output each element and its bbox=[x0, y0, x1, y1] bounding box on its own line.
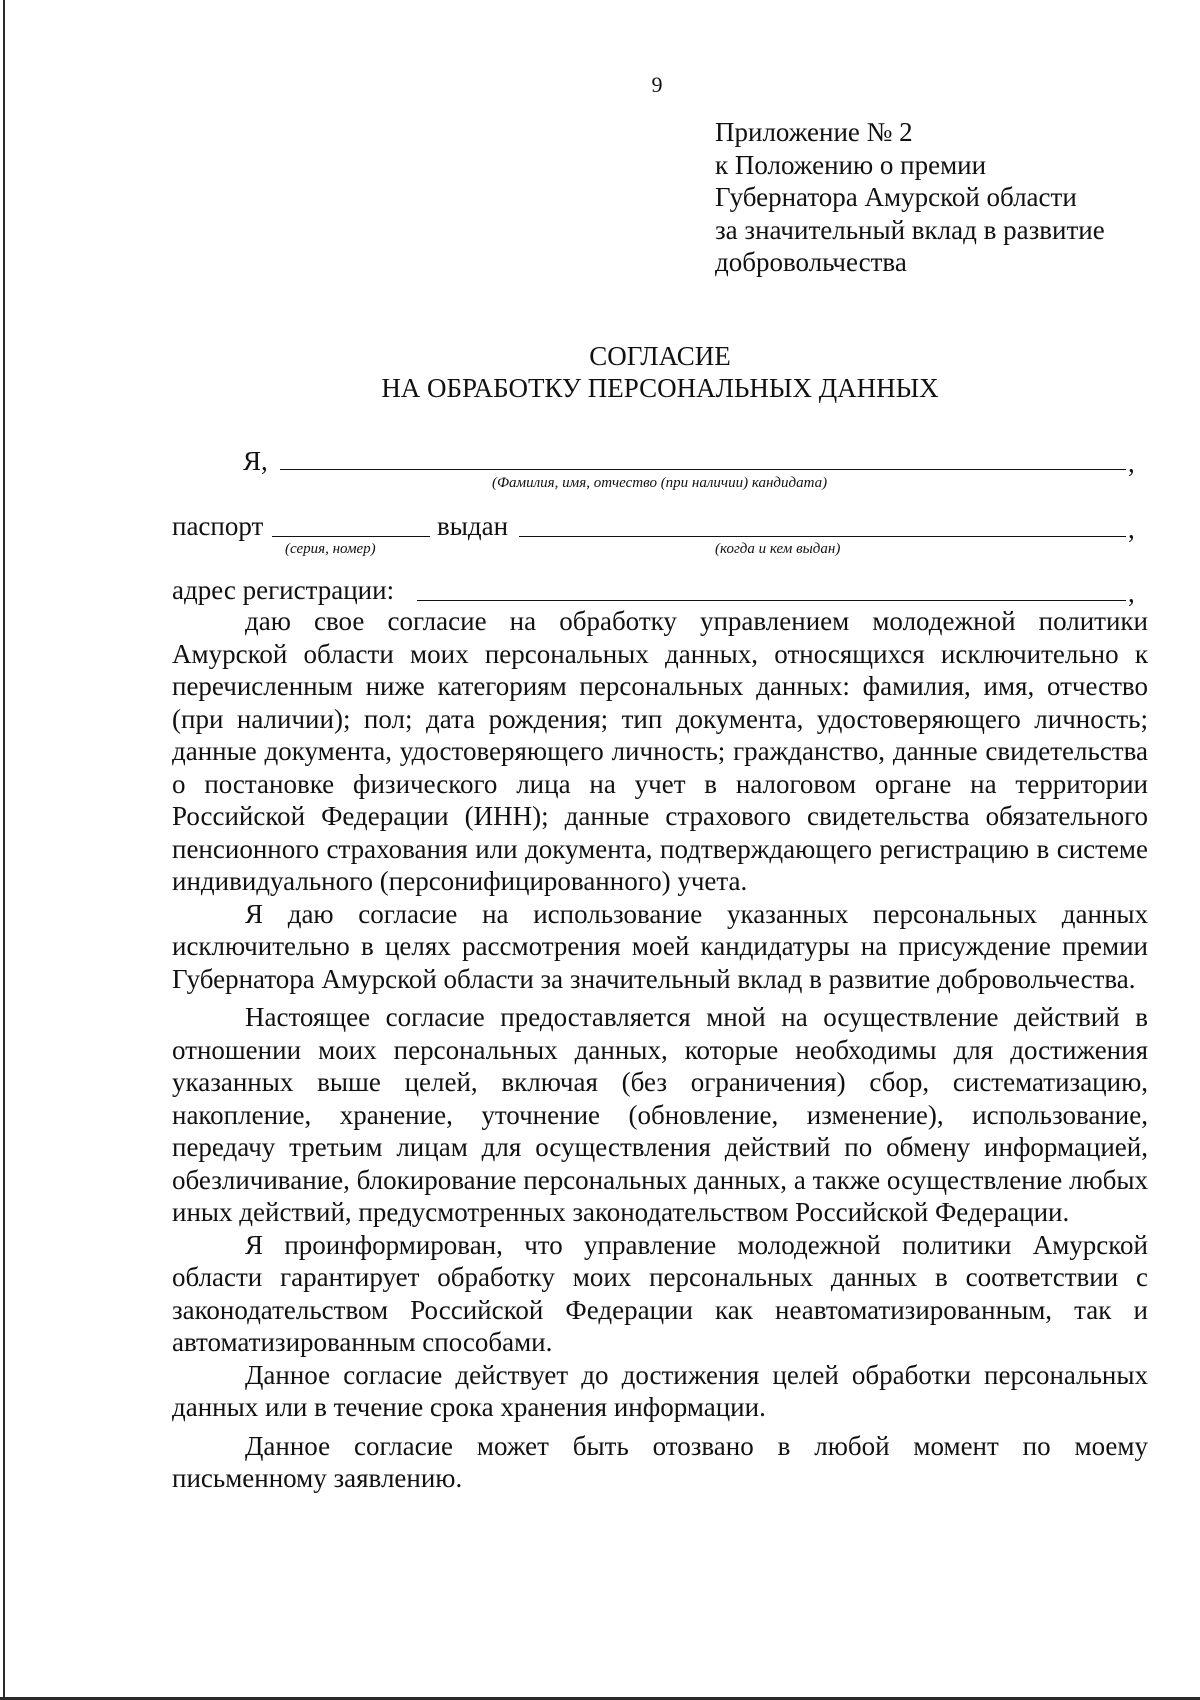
passport-hint: (серия, номер) bbox=[285, 541, 376, 557]
name-comma: , bbox=[1128, 448, 1135, 478]
appendix-line: за значительный вклад в развитие bbox=[715, 214, 1105, 245]
address-comma: , bbox=[1128, 578, 1135, 608]
page-number: 9 bbox=[651, 72, 663, 97]
address-field-line[interactable] bbox=[417, 600, 1126, 601]
issued-label: выдан bbox=[437, 511, 509, 541]
passport-label: паспорт bbox=[172, 511, 264, 541]
paragraph-consent-categories: даю свое согласие на обработку управлением молодежной политики Амурской области моих персональных данных, относящихся исключительно к перечисленным ниже категориям персональных данных: фамилия, имя, отчество (при наличии); пол; дата рождения; тип документа, удостоверяющего личность; данные документа, удостоверяющего личность; гражданство, данные свидетельства о постановке физического лица на учет в налоговом органе на территории Российской Федерации (ИНН); данные страхового свидетельства обязательного пенсионного страхования или документа, подтверждающего регистрацию в системе индивидуального (персонифицированного) учета. bbox=[172, 606, 1148, 896]
name-hint: (Фамилия, имя, отчество (при наличии) кандидата) bbox=[492, 475, 828, 491]
issued-field-line[interactable] bbox=[519, 536, 1126, 537]
paragraph-guarantee: Я проинформирован, что управление молодежной политики Амурской области гарантирует обработку моих персональных данных в соответствии с законодательством Российской Федерации как неавтоматизированным, так и автоматизированным способами. bbox=[172, 1229, 1148, 1357]
consent-body bbox=[172, 605, 1148, 1495]
paragraph-actions: Настоящее согласие предоставляется мной на осуществление действий в отношении моих персональных данных, которые необходимы для достижения указанных выше целей, включая (без ограничения) сбор, систематизацию, накопление, хранение, уточнение (обновление, изменение), использование, передачу третьим лицам для осуществления действий по обмену информацией, обезличивание, блокирование персональных данных, а также осуществление любых иных действий, предусмотренных законодательством Российской Федерации. bbox=[172, 1002, 1148, 1227]
appendix-block bbox=[715, 116, 1155, 279]
appendix-line: Губернатора Амурской области bbox=[715, 182, 1077, 212]
name-label: Я, bbox=[243, 446, 268, 476]
appendix-line: добровольчества bbox=[715, 247, 907, 277]
appendix-line: к Положению о премии bbox=[715, 149, 987, 180]
scan-edge-left bbox=[3, 0, 5, 1700]
paragraph-purpose: Я даю согласие на использование указанных персональных данных исключительно в целях рассмотрения моей кандидатуры на присуждение премии Губернатора Амурской области за значительный вклад в развитие добровольчества. bbox=[172, 898, 1148, 994]
name-field-line[interactable] bbox=[280, 469, 1126, 470]
document-title bbox=[160, 340, 1160, 404]
title-line-2: НА ОБРАБОТКУ ПЕРСОНАЛЬНЫХ ДАННЫХ bbox=[381, 373, 939, 403]
paragraph-validity: Данное согласие действует до достижения целей обработки персональных данных или в течение срока хранения информации. bbox=[172, 1359, 1148, 1422]
title-line-1: СОГЛАСИЕ bbox=[589, 341, 731, 371]
passport-field-line[interactable] bbox=[272, 536, 430, 537]
issued-hint: (когда и кем выдан) bbox=[715, 541, 841, 557]
issued-comma: , bbox=[1128, 514, 1135, 544]
appendix-line: Приложение № 2 bbox=[715, 117, 913, 147]
address-label: адрес регистрации: bbox=[172, 575, 395, 605]
paragraph-revocation: Данное согласие может быть отозвано в любой момент по моему письменному заявлению. bbox=[172, 1430, 1148, 1493]
